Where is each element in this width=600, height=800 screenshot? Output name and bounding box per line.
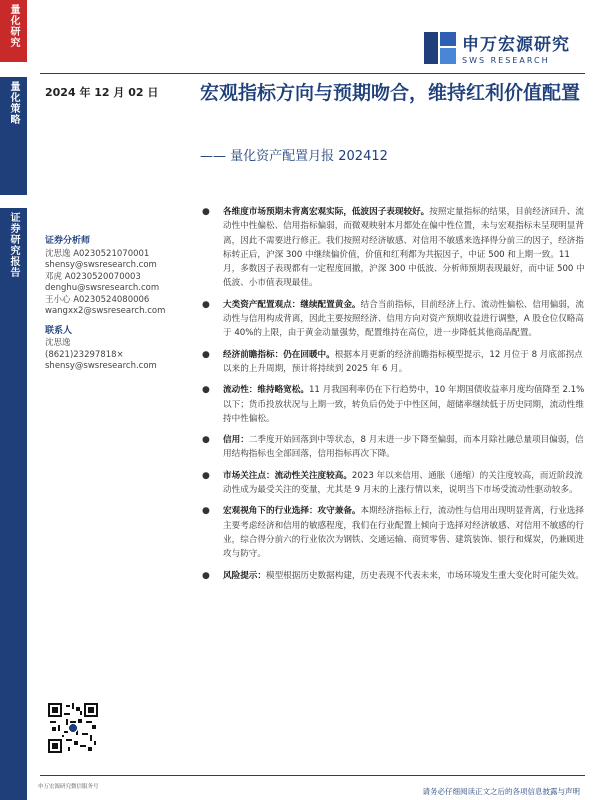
contact-line: 沈思逸	[45, 338, 71, 348]
analyst-line: 邓虎 A0230520070003	[45, 271, 141, 282]
contact-line: (8621)23297818×	[45, 349, 124, 360]
report-subtitle: —— 量化资产配置月报 202412	[200, 149, 388, 164]
bullet-text: 结合当前指标，目前经济上行、流动性偏松、信用偏弱，流动性与信用构成背离，因此主要按照经济、信用方向对资产预期收益进行调整，A 股仓位仅略高于 40%的上限，由于黄金动量强势，配置维持在高位，进一步降低其他商品配置。	[223, 299, 584, 339]
bullet-item	[200, 348, 585, 377]
footer-divider	[40, 775, 585, 776]
bullet-heading: 流动性：维持略宽松。	[223, 385, 309, 396]
bullet-dot-icon: ●	[202, 349, 210, 360]
contact-line: shensy@swsresearch.com	[45, 361, 157, 371]
bullet-text: 11 月我国利率仍在下行趋势中，10 年期国债收益率月度均值降至 2.1%以下；货币投放状况与上期一致，转负后仍处于中性区间，超储率继续低于历史同期，流动性维持中性偏松。	[223, 385, 585, 424]
bullet-heading: 大类资产配置观点：继续配置黄金。	[223, 299, 361, 310]
bullet-dot-icon: ●	[202, 299, 210, 310]
bullet-dot-icon: ●	[202, 207, 210, 217]
sidebar-tag-strategy	[0, 77, 27, 195]
sidebar-tag-strategy-label: 量化策略	[8, 81, 19, 125]
bullet-heading: 经济前瞻指标：仍在回暖中。	[223, 349, 335, 360]
bullet-text: 本期经济指标上行，流动性与信用出现明显背离，行业选择主要考虑经济和信用的敏感程度，我们在行业配置上倾向于选择对经济敏感、对信用不敏感的行业，综合得分前六的行业依次为钢铁、交通运输、商贸零售、建筑装饰、银行和煤炭，仍兼顾进攻与防守。	[223, 506, 584, 560]
sidebar-tag-research	[0, 0, 27, 62]
bullet-item	[200, 569, 585, 583]
analyst-line: 王小心 A0230524080006	[45, 294, 150, 305]
bullet-dot-icon: ●	[202, 470, 210, 481]
bullet-heading: 各维度市场预期未背离宏观实际，低波因子表现较好。	[223, 207, 430, 217]
analyst-line: shensy@swsresearch.com	[45, 260, 157, 270]
sidebar-tag-report	[0, 208, 27, 800]
bullet-dot-icon: ●	[202, 435, 210, 446]
bullet-item	[200, 205, 585, 291]
disclosure-footer: 请务必仔细阅读正文之后的各项信息披露与声明	[422, 787, 580, 796]
bullet-text: 根据本月更新的经济前瞻指标模型提示，12 月位于 8 月底部拐点以来的上升周期，预计将持续到 2025 年 6 月。	[223, 349, 583, 374]
bullet-dot-icon: ●	[202, 385, 210, 396]
analyst-line: wangxx2@swsresearch.com	[45, 306, 166, 316]
analyst-line: 沈思逸 A0230521070001	[45, 248, 150, 259]
bullet-dot-icon: ●	[202, 506, 210, 517]
report-title: 宏观指标方向与预期吻合，维持红利价值配置	[200, 82, 581, 104]
bullet-heading: 风险提示：	[223, 570, 266, 581]
logo-cn-text: 申万宏源研究	[462, 35, 570, 55]
analyst-line: denghu@swsresearch.com	[45, 283, 160, 293]
bullet-heading: 信用：	[223, 435, 249, 446]
sidebar-tag-report-label: 证券研究报告	[8, 212, 19, 278]
bullet-text: 2023 年以来信用、通胀（通缩）的关注度较高，而近阶段流动性成为最受关注的变量，尤其是 9 月末的上涨行情以来，说明当下市场受流动性驱动较多。	[223, 470, 583, 496]
contact-heading: 联系人	[45, 325, 73, 336]
bullet-item	[200, 298, 585, 341]
wechat-qr-code-icon[interactable]	[48, 703, 98, 753]
bullet-item	[200, 433, 585, 462]
report-date: 2024 年 12 月 02 日	[45, 86, 159, 99]
header-divider	[40, 73, 585, 74]
analysts-heading: 证券分析师	[45, 236, 91, 246]
qr-caption: 申万宏源研究微信服务号	[38, 784, 99, 790]
bullet-heading: 宏观视角下的行业选择：攻守兼备。	[223, 506, 361, 517]
bullet-dot-icon: ●	[202, 570, 210, 581]
bullet-item	[200, 383, 585, 426]
sidebar-tag-research-label: 量化研究	[8, 4, 19, 48]
bullet-text: 模型根据历史数据构建，历史表现不代表未来，市场环境发生重大变化时可能失效。	[265, 570, 584, 581]
summary-bullets	[200, 205, 585, 583]
bullet-item	[200, 469, 585, 498]
bullet-text: 按照定量指标的结果，目前经济回升、流动性中性偏松、信用指标偏弱，而微观映射本月都处在偏中性位置，未与宏观指标未呈现明显背离，因此不需要进行修正。我们按照对经济敏感、对信用不敏感来选择得分前三的因子，经济指标转正后，沪深 300 中继续偏价值，价值和红利都为共振因子，中证 500 和上期一致。11 月，多数因子表现都有一定程度回撤，沪深 300 中低波、分析师预期表现最好，而中证 500 中低波、小市值表现最佳。	[223, 207, 585, 289]
analyst-info	[45, 236, 195, 373]
logo-mark-icon	[424, 32, 456, 64]
bullet-item	[200, 504, 585, 561]
company-logo	[424, 30, 570, 65]
bullet-heading: 市场关注点：流动性关注度较高。	[223, 470, 352, 481]
sidebar	[0, 0, 27, 800]
bullet-text: 二季度开始回落到中等状态，8 月末进一步下降至偏弱，而本月除社融总量项目偏弱，信用结构指标也全部回落，信用指标再次下降。	[223, 435, 584, 460]
logo-en-text: SWS RESEARCH	[462, 56, 550, 65]
